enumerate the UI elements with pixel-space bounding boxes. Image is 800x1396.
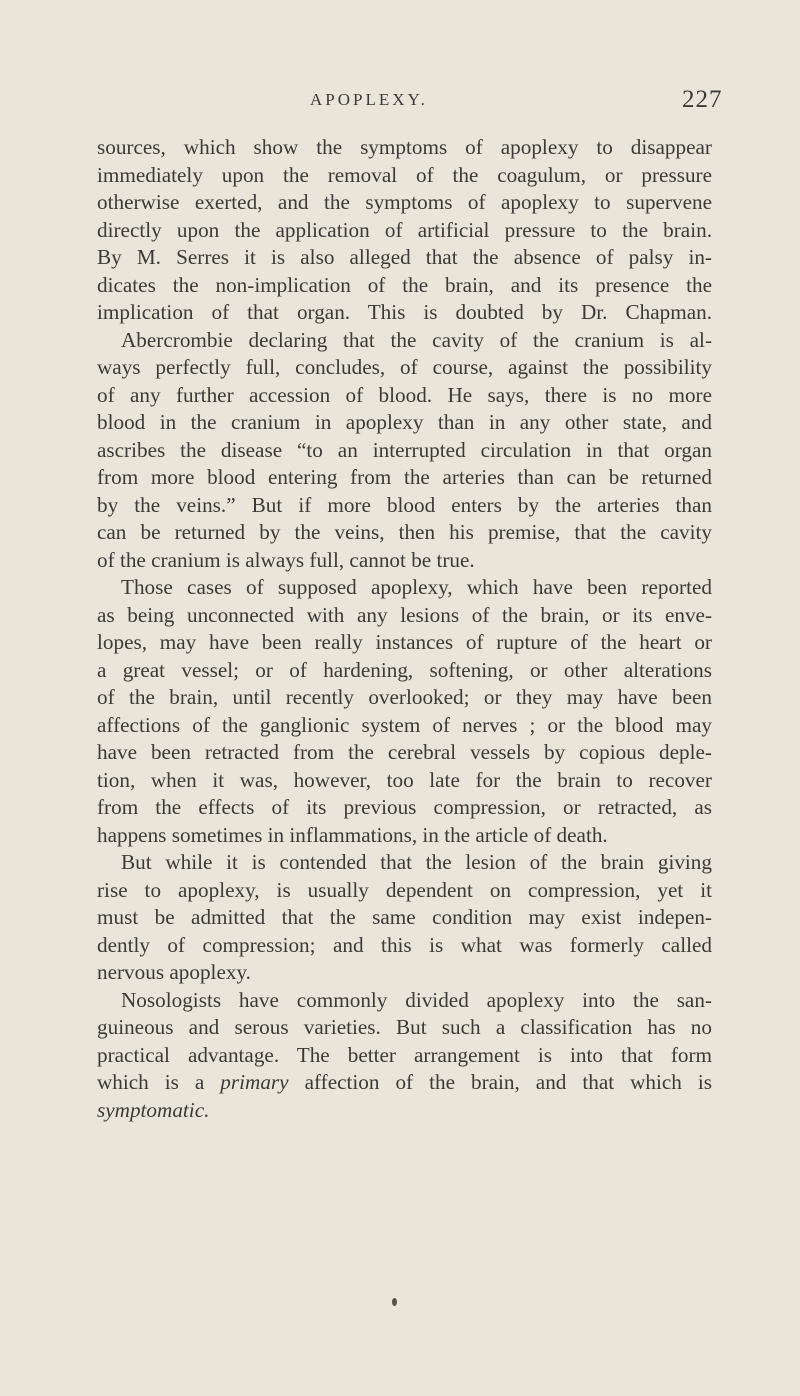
text-line: By M. Serres it is also alleged that the absence of palsy in- bbox=[97, 245, 712, 269]
text-line: from more blood entering from the arteries than can be returned bbox=[97, 465, 712, 489]
paragraph-start-line: Abercrombie declaring that the cavity of the cranium is al- bbox=[121, 327, 712, 352]
text-line: immediately upon the removal of the coagulum, or pressure bbox=[97, 162, 712, 187]
body-text bbox=[97, 134, 712, 1124]
text-line: blood in the cranium in apoplexy than in any other state, and bbox=[97, 410, 712, 434]
text-line: sources, which show the symptoms of apoplexy to disappear bbox=[97, 135, 712, 159]
text-line: a great vessel; or of hardening, softening, or other alterations bbox=[97, 657, 712, 682]
running-title: APOPLEXY. bbox=[310, 90, 428, 109]
text-line: ways perfectly full, concludes, of course, against the possibility bbox=[97, 355, 712, 379]
text-line: of any further accession of blood. He says, there is no more bbox=[97, 382, 712, 407]
text-fragment: affection of the brain, and that which is bbox=[304, 1070, 713, 1094]
text-line: implication of that organ. This is doubted by Dr. Chapman. bbox=[97, 300, 712, 324]
text-line: tion, when it was, however, too late for the brain to recover bbox=[97, 767, 712, 792]
text-line: from the effects of its previous compression, or retracted, as bbox=[97, 795, 712, 819]
text-line: of the cranium is always full, cannot be true. bbox=[97, 547, 475, 572]
text-line: must be admitted that the same condition may exist indepen- bbox=[97, 905, 712, 929]
text-line: guineous and serous varieties. But such a classification has no bbox=[97, 1015, 712, 1039]
text-line-mixed bbox=[97, 1069, 712, 1097]
text-fragment: which is a bbox=[97, 1070, 205, 1094]
text-line: dently of compression; and this is what was formerly called bbox=[97, 932, 712, 957]
text-line: practical advantage. The better arrangement is into that form bbox=[97, 1042, 712, 1067]
italic-term-primary: primary bbox=[220, 1070, 289, 1094]
text-line: can be returned by the veins, then his premise, that the cavity bbox=[97, 520, 712, 544]
text-line: have been retracted from the cerebral vessels by copious deple- bbox=[97, 740, 712, 764]
paragraph-start-line: Those cases of supposed apoplexy, which have been reported bbox=[121, 575, 712, 599]
text-line: as being unconnected with any lesions of the brain, or its enve- bbox=[97, 602, 712, 627]
text-line: dicates the non-implication of the brain, and its presence the bbox=[97, 272, 712, 297]
italic-term-symptomatic: symptomatic. bbox=[97, 1097, 210, 1122]
text-line: lopes, may have been really instances of rupture of the heart or bbox=[97, 630, 712, 654]
text-line: otherwise exerted, and the symptoms of apoplexy to supervene bbox=[97, 190, 712, 214]
text-line: of the brain, until recently overlooked; or they may have been bbox=[97, 685, 712, 709]
text-line: affections of the ganglionic system of nerves ; or the blood may bbox=[97, 712, 712, 737]
paragraph-start-line: But while it is contended that the lesion of the brain giving bbox=[121, 850, 712, 874]
text-line: rise to apoplexy, is usually dependent on compression, yet it bbox=[97, 877, 712, 902]
paragraph-start-line: Nosologists have commonly divided apoplexy into the san- bbox=[121, 987, 712, 1012]
text-line: ascribes the disease “to an interrupted circulation in that organ bbox=[97, 437, 712, 462]
text-line: nervous apoplexy. bbox=[97, 960, 251, 984]
text-line: by the veins.” But if more blood enters by the arteries than bbox=[97, 492, 712, 517]
ink-speck bbox=[392, 1298, 397, 1306]
text-line: happens sometimes in inflammations, in the article of death. bbox=[97, 822, 608, 847]
running-head bbox=[0, 86, 800, 116]
text-line-italic bbox=[97, 1097, 712, 1125]
page-number: 227 bbox=[682, 86, 723, 113]
text-line: directly upon the application of artificial pressure to the brain. bbox=[97, 217, 712, 242]
